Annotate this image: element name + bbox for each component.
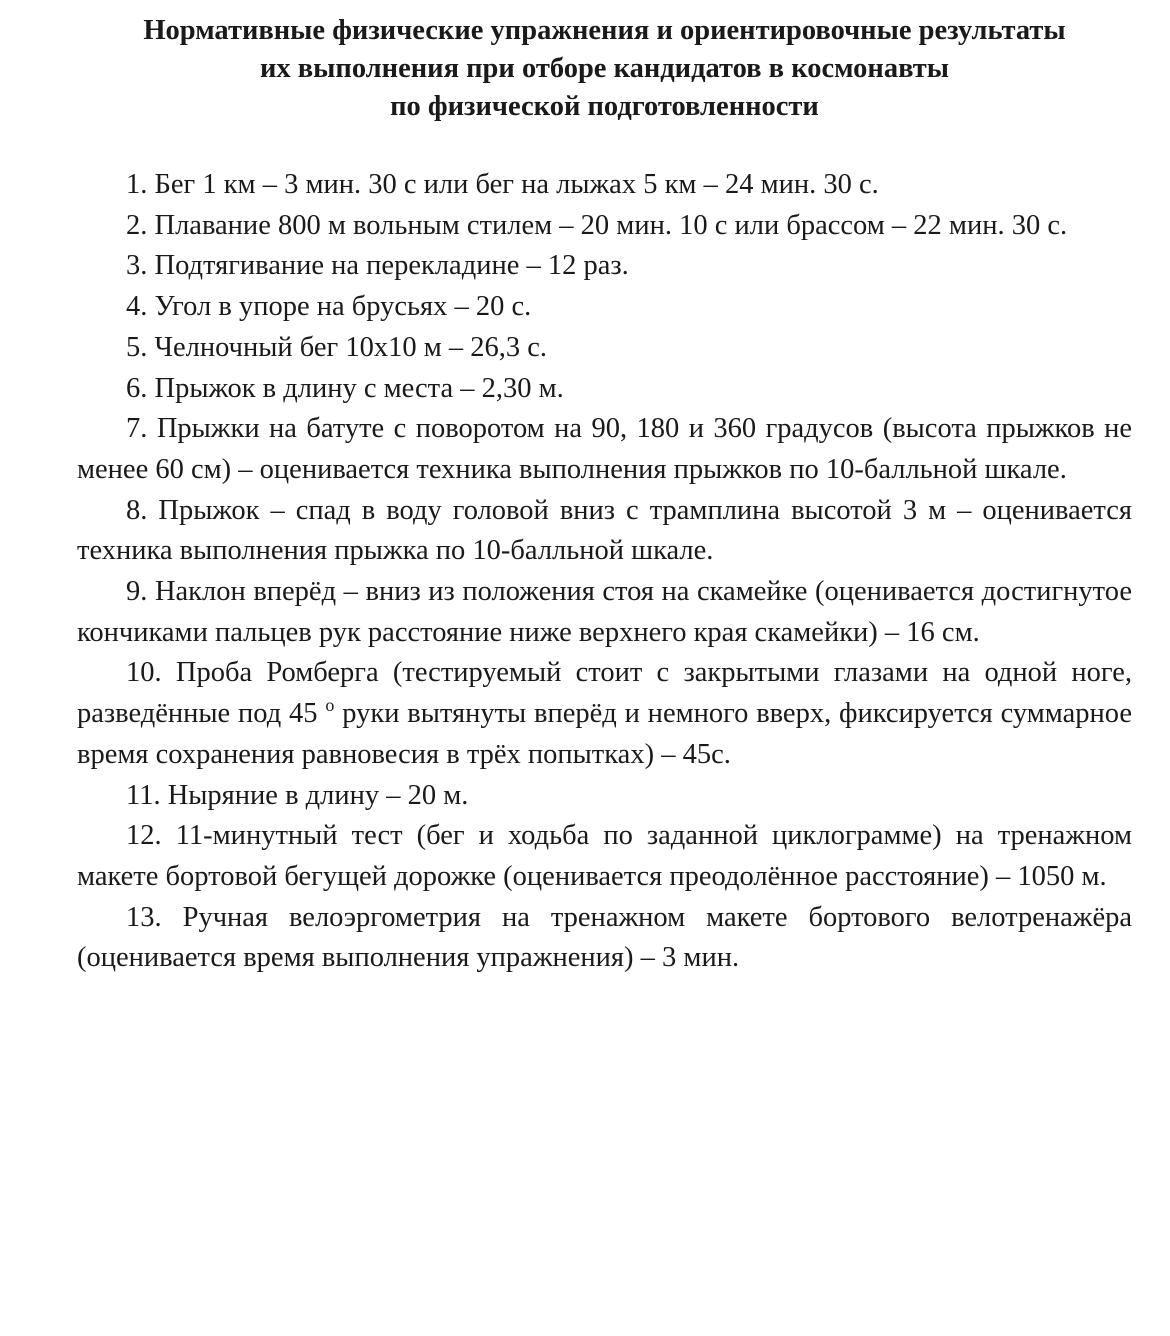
item-number: 5.: [126, 331, 148, 363]
item-number: 11.: [126, 779, 161, 811]
title-line-3: по физической подготовленности: [390, 91, 819, 122]
item-number: 12.: [126, 820, 162, 852]
item-text: Челночный бег 10х10 м – 26,3 с.: [154, 331, 548, 363]
item-text: Бег 1 км – 3 мин. 30 с или бег на лыжах 5 км – 24 мин. 30 с.: [154, 169, 879, 200]
item-text: Ныряние в длину – 20 м.: [167, 779, 469, 811]
item-number: 10.: [126, 657, 162, 689]
item-number: 9.: [126, 576, 148, 608]
document-title: [77, 12, 1132, 126]
item-number: 3.: [126, 250, 148, 282]
item-number: 8.: [126, 494, 148, 526]
item-number: 6.: [126, 372, 148, 404]
item-text: Прыжок – спад в воду головой вниз с трамплина высотой 3 м – оценивается техника выполнения прыжка по 10-балльной шкале.: [77, 494, 1132, 567]
item-number: 4.: [126, 291, 148, 323]
item-text: Прыжок в длину с места – 2,30 м.: [154, 372, 564, 404]
exercise-item-6: [77, 369, 1132, 410]
exercise-list: [77, 165, 1132, 979]
exercise-item-5: [77, 328, 1132, 369]
item-text: Наклон вперёд – вниз из положения стоя на скамейке (оценивается достигнутое кончиками пальцев рук расстояние ниже верхнего края скамейки) – 16 см.: [77, 576, 1133, 648]
exercise-item-7: [77, 409, 1132, 490]
exercise-item-8: [77, 491, 1132, 572]
exercise-item-10: [77, 653, 1132, 775]
exercise-item-9: [77, 572, 1132, 653]
degree-mark: о: [325, 695, 335, 716]
exercise-item-13: [77, 898, 1132, 979]
document-page: [77, 12, 1132, 979]
item-text-after-degree: руки вытянуты вперёд и немного вверх, фиксируется суммарное время сохранения равновесия в трёх попытках) – 45с.: [77, 698, 1133, 770]
item-number: 13.: [126, 901, 162, 933]
item-text-before-degree: Проба Ромберга (тестируемый стоит с закрытыми глазами на одной ноге, разведённые под 45: [77, 657, 1133, 730]
item-text: Прыжки на батуте с поворотом на 90, 180 и 360 градусов (высота прыжков не менее 60 см) – оценивается техника выполнения прыжков по 10-балльной шкале.: [77, 413, 1132, 485]
item-number: 2.: [126, 209, 148, 241]
exercise-item-2: [77, 206, 1132, 247]
title-line-1: Нормативные физические упражнения и ориентировочные результаты: [143, 15, 1066, 46]
exercise-item-12: [77, 816, 1132, 897]
item-number: 7.: [126, 413, 148, 445]
item-number: 1.: [126, 169, 148, 200]
exercise-item-4: [77, 287, 1132, 328]
exercise-item-3: [77, 246, 1132, 287]
item-text: Угол в упоре на брусьях – 20 с.: [154, 291, 532, 323]
exercise-item-11: [77, 776, 1132, 817]
item-text: Плавание 800 м вольным стилем – 20 мин. 10 с или брассом – 22 мин. 30 с.: [154, 209, 1068, 241]
exercise-item-1: [77, 165, 1132, 206]
item-text: Подтягивание на перекладине – 12 раз.: [154, 250, 629, 282]
item-text: Ручная велоэргометрия на тренажном макете бортового велотренажёра (оценивается время выполнения упражнения) – 3 мин.: [77, 901, 1132, 974]
item-text: 11-минутный тест (бег и ходьба по заданной циклограмме) на тренажном макете бортовой бегущей дорожке (оценивается преодолённое расстояние) – 1050 м.: [77, 820, 1133, 892]
title-line-2: их выполнения при отборе кандидатов в космонавты: [259, 53, 950, 84]
